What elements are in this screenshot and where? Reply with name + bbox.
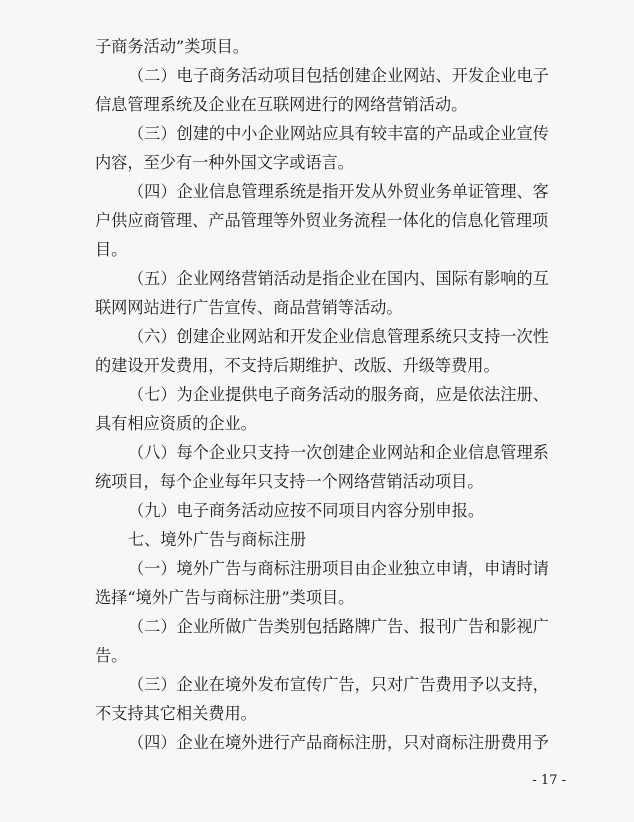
- text-line: 目。: [95, 240, 128, 259]
- page-number: - 17 -: [532, 773, 566, 788]
- text-line: （九）电子商务活动应按不同项目内容分别申报。: [128, 501, 485, 520]
- text-line: （四）企业在境外进行产品商标注册，只对商标注册费用予: [128, 733, 549, 752]
- text-line: （七）为企业提供电子商务活动的服务商，应是依法注册、: [128, 385, 549, 404]
- document-body: [95, 32, 575, 757]
- text-line: （三）创建的中小企业网站应具有较丰富的产品或企业宣传: [128, 124, 549, 143]
- text-line: （五）企业网络营销活动是指企业在国内、国际有影响的互: [128, 269, 549, 288]
- text-line: （八）每个企业只支持一次创建企业网站和企业信息管理系: [128, 443, 549, 462]
- text-line: 联网网站进行广告宣传、商品营销等活动。: [95, 298, 403, 317]
- text-line: （四）企业信息管理系统是指开发从外贸业务单证管理、客: [128, 182, 549, 201]
- text-line: （六）创建企业网站和开发企业信息管理系统只支持一次性: [128, 327, 549, 346]
- text-line: （三）企业在境外发布宣传广告，只对广告费用予以支持，: [128, 675, 549, 694]
- text-line: （二）企业所做广告类别包括路牌广告、报刊广告和影视广: [128, 617, 549, 636]
- text-line: 告。: [95, 646, 128, 665]
- text-line: 统项目，每个企业每年只支持一个网络营销活动项目。: [95, 472, 484, 491]
- text-line: 不支持其它相关费用。: [95, 704, 257, 723]
- text-line: 内容，至少有一种外国文字或语言。: [95, 153, 354, 172]
- text-line: 信息管理系统及企业在互联网进行的网络营销活动。: [95, 95, 468, 114]
- text-line: 子商务活动”类项目。: [95, 37, 249, 56]
- text-line: （二）电子商务活动项目包括创建企业网站、开发企业电子: [128, 66, 549, 85]
- text-line: 选择“境外广告与商标注册”类项目。: [95, 588, 355, 607]
- text-line: 户供应商管理、产品管理等外贸业务流程一体化的信息化管理项: [95, 211, 549, 230]
- section-heading: 七、境外广告与商标注册: [128, 530, 307, 549]
- text-line: 的建设开发费用，不支持后期维护、改版、升级等费用。: [95, 356, 500, 375]
- text-line: 具有相应资质的企业。: [95, 414, 257, 433]
- text-line: （一）境外广告与商标注册项目由企业独立申请，申请时请: [128, 559, 549, 578]
